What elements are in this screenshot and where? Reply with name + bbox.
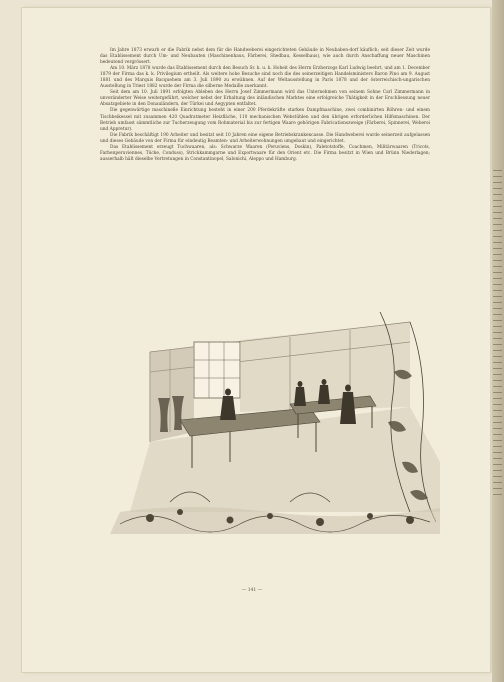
paragraph: Die Fabrik beschäftigt 190 Arbeiter und besitzt seit 10 Jahren eine eigene Betriebskrankencasse. Die Handweberei wurde seinerzeit aufgelassen und dieses Gebäude von der Firma für eindeutig Beamten- und Arbeiterwohnungen umgebaut und eingerichtet. — [100, 132, 430, 144]
paragraph: Seit dem am 10. Juli 1891 erfolgten Ableben des Herrn Josef Zimmermann wird das Unternehmen von seinem Sohne Carl Zimmermann in unveränderter Weise weitergeführt, welcher nebst der Erhaltung des inländischen Marktes eine erfolgreiche Thätigkeit in der Erschliessung neuer Absatzgebiete in den Donauländern, der Türkei und Aegypten entfaltet. — [100, 90, 430, 108]
scan-edge — [492, 0, 504, 682]
paragraph: Im Jahre 1873 erwarb er die Fabrik nebst dem für die Handweberei eingerichteten Gebäude in Neubaben-dorf käuflich; seit dieser Zeit wurde das Etablissement durch Um- und Neubauten (Maschinenhaus, Färberei, Shedbau, Kesselhaus), wie auch durch Anschaffung neuer Maschinen bedeutend vergrössert. — [100, 48, 430, 66]
body-text — [100, 48, 430, 163]
paragraph: Am 10. März 1878 wurde das Etablissement durch den Besuch Sr. k. u. k. Hoheit des Herrn Erzherzogs Karl Ludwig beehrt, und am 1. December 1879 der Firma das k. k. Privilegium ertheilt. Als weitere hohe Besuche sind noch die des seinerzeitigen Handelsministers Baron Pino am 9. August 1881 und des Marquis Bacquehem am 3. Juli 1890 zu erwähnen. Auf der Weltausstellung in Paris 1878 und der österreichisch-ungarischen Ausstellung in Triest 1882 wurde der Firma die silberne Medaille zuerkannt. — [100, 66, 430, 90]
factory-interior-engraving — [110, 312, 440, 534]
scan-ruler — [493, 170, 502, 500]
paragraph: Das Etablissement erzeugt Tuchwaaren, als: Schwarze Waaren (Peruviens, Doskin), Paletotstoffe, Coachmen, Militärwaaren (Tricots, Farbenperuviennes, Tücke, Conduss), Strickkammgarne und Exportwaare für den Orient etc. Die Firma besitzt in Wien und Brünn Niederlagen; ausserhalb hält dieselbe Vertretungen in Constantinopel, Salonichi, Aleppo und Hamburg. — [100, 144, 430, 162]
page-number: — 141 — — [241, 588, 263, 593]
paragraph: Die gegenwärtige maschinelle Einrichtung besteht in einer 200 Pferdekräfte starken Dampfmaschine, zwei combinirten Röhren- und einem Tischbeikessel mit zusammen 420 Quadratmeter Heizfläche, 110 mechanischen Webstühlen und den übrigen erforderlichen Hilfsmaschinen. Der Betrieb umfasst sämmtliche zur Tucherzeugung vom Rohmaterial bis zur fertigen Waare gehörigen Fabricationszweige (Färberei, Spinnerei, Weberei und Appretur). — [100, 108, 430, 132]
